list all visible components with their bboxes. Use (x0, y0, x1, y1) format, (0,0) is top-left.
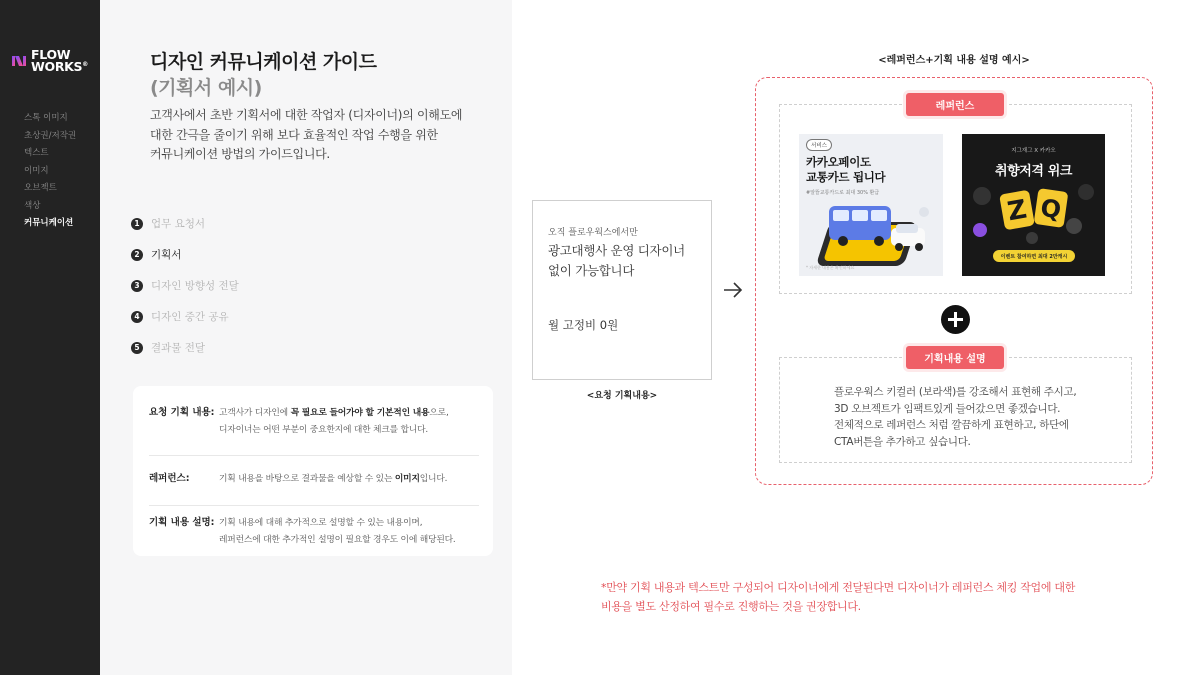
footnote-warning (601, 578, 1075, 616)
step-item-design-direction[interactable] (131, 270, 239, 301)
bus-car-illustration (799, 194, 943, 276)
reference-cta-button: 이벤트 참여하면 최대 2만캐시 (993, 250, 1075, 262)
reference-label: 레퍼런스 (906, 93, 1004, 116)
info-text-line: 디자이너는 어떤 부분이 중요한지에 대한 체크를 합니다. (219, 424, 429, 435)
info-text (219, 515, 456, 548)
service-badge: 서비스 (806, 139, 832, 151)
reference-headline (806, 155, 885, 185)
info-text-segment: 입니다. (419, 474, 448, 484)
info-row-reference (149, 471, 479, 488)
svg-text:Q: Q (1038, 193, 1063, 225)
info-box (133, 386, 493, 556)
reference-image-zigzag (962, 134, 1105, 276)
info-text-line: 기획 내용에 대해 추가적으로 설명할 수 있는 내용이며, (219, 518, 423, 528)
sidebar-item-image[interactable]: 이미지 (24, 165, 49, 176)
info-text-line: 레퍼런스에 대한 추가적인 설명이 필요할 경우도 이에 해당된다. (219, 534, 456, 545)
plan-description-label: 기획내용 설명 (906, 346, 1004, 369)
divider (149, 505, 479, 506)
sidebar (0, 0, 100, 675)
info-text-segment: 으로, (429, 408, 449, 418)
intro-line: 커뮤니케이션 방법의 가이드입니다. (150, 147, 330, 161)
sidebar-nav (24, 110, 76, 233)
svg-text:Z: Z (1005, 194, 1030, 228)
info-text-bold: 꼭 필요로 들어가야 할 기본적인 내용 (290, 408, 430, 418)
flowworks-logo-icon (12, 54, 26, 68)
reference-subtext: #알뜰교통카드로 최대 30% 환급 (806, 190, 880, 196)
plan-line: 플로우웍스 키컬러 (보라색)를 강조해서 표현해 주시고, (834, 386, 1077, 398)
steps-list (131, 208, 239, 363)
headline-line: 없이 가능합니다 (548, 263, 635, 278)
intro-line: 고객사에서 초반 기획서에 대한 작업자 (디자이너)의 이해도에 (150, 108, 463, 122)
example-title: <레퍼런스+기획 내용 설명 예시> (878, 55, 1030, 66)
plus-icon (941, 305, 970, 334)
step-number: 2 (131, 249, 143, 261)
registered-mark: ® (82, 61, 88, 68)
flowworks-logo[interactable] (12, 47, 88, 75)
step-label: 디자인 중간 공유 (151, 311, 229, 323)
info-text-segment: 고객사가 디자인에 (219, 408, 291, 418)
info-text-segment: 기획 내용을 바탕으로 결과물을 예상할 수 있는 (219, 474, 395, 484)
info-text (219, 471, 447, 488)
step-number: 5 (131, 342, 143, 354)
info-label: 레퍼런스: (149, 473, 190, 484)
step-label: 디자인 방향성 전달 (151, 280, 239, 292)
sidebar-item-communication[interactable]: 커뮤니케이션 (24, 218, 74, 228)
logo-line-2: WORKS (31, 59, 83, 75)
page-subtitle: (기획서 예시) (150, 77, 262, 99)
reference-image-kakaopay (799, 134, 943, 276)
footnote-line: *만약 기획 내용과 텍스트만 구성되어 디자이너에게 전달된다면 디자이너가 레퍼런스 체킹 작업에 대한 (601, 581, 1076, 594)
divider (149, 455, 479, 456)
info-label: 기획 내용 설명: (149, 517, 215, 528)
plan-line: 전체적으로 레퍼런스 처럼 깔끔하게 표현하고, 하단에 (834, 419, 1069, 431)
reference-collab-text: 지그재그 X 카카오 (1011, 148, 1056, 154)
logo-text (31, 47, 88, 75)
logo-line-1: FLOW (31, 47, 71, 62)
headline-line: 교통카드 됩니다 (806, 170, 886, 184)
arrow-right-icon (722, 280, 744, 300)
intro-text (150, 106, 490, 165)
plan-line: CTA버튼을 추가하고 싶습니다. (834, 435, 971, 448)
plan-description-text (834, 384, 1076, 450)
step-label: 기획서 (151, 249, 182, 261)
step-label: 업무 요청서 (151, 218, 206, 230)
info-row-plan-description (149, 515, 479, 548)
headline-line: 광고대행사 운영 디자이너 (548, 243, 685, 258)
step-label: 결과물 전달 (151, 342, 206, 354)
step-item-plan[interactable] (131, 239, 239, 270)
step-number: 1 (131, 218, 143, 230)
step-number: 4 (131, 311, 143, 323)
sidebar-item-stock-image[interactable]: 스톡 이미지 (24, 113, 68, 123)
request-card-small: 오직 플로우웍스에서만 (548, 228, 638, 238)
info-text (219, 405, 449, 438)
info-text-bold: 이미지 (394, 474, 420, 484)
request-card-caption: <요청 기획내용> (586, 391, 658, 401)
page-title: 디자인 커뮤니케이션 가이드 (150, 51, 377, 73)
step-item-work-request[interactable] (131, 208, 239, 239)
info-row-request (149, 405, 479, 438)
request-card-headline (548, 241, 685, 281)
request-card-fee: 월 고정비 0원 (548, 318, 619, 332)
reference-headline: 취향저격 위크 (994, 164, 1073, 179)
step-number: 3 (131, 280, 143, 292)
sidebar-item-object[interactable]: 오브젝트 (24, 183, 57, 193)
sidebar-item-color[interactable]: 색상 (24, 200, 41, 211)
footnote-line: 비용을 별도 산정하여 필수로 진행하는 것을 권장합니다. (601, 600, 861, 613)
sidebar-item-portrait-copyright[interactable]: 초상권/저작권 (24, 130, 77, 141)
headline-line: 카카오페이도 (806, 155, 871, 169)
step-item-result-delivery[interactable] (131, 332, 239, 363)
sidebar-item-text[interactable]: 텍스트 (24, 148, 49, 158)
step-item-design-midshare[interactable] (131, 301, 239, 332)
request-card (532, 200, 712, 380)
reference-footnote: * 자세한 내용은 확인하세요 (806, 265, 855, 270)
plan-line: 3D 오브젝트가 임팩트있게 들어갔으면 좋겠습니다. (834, 402, 1061, 415)
intro-line: 대한 간극을 줄이기 위해 보다 효율적인 작업 수행을 위한 (150, 127, 438, 142)
info-label: 요청 기획 내용: (149, 407, 215, 418)
3d-letters-illustration (962, 178, 1105, 248)
